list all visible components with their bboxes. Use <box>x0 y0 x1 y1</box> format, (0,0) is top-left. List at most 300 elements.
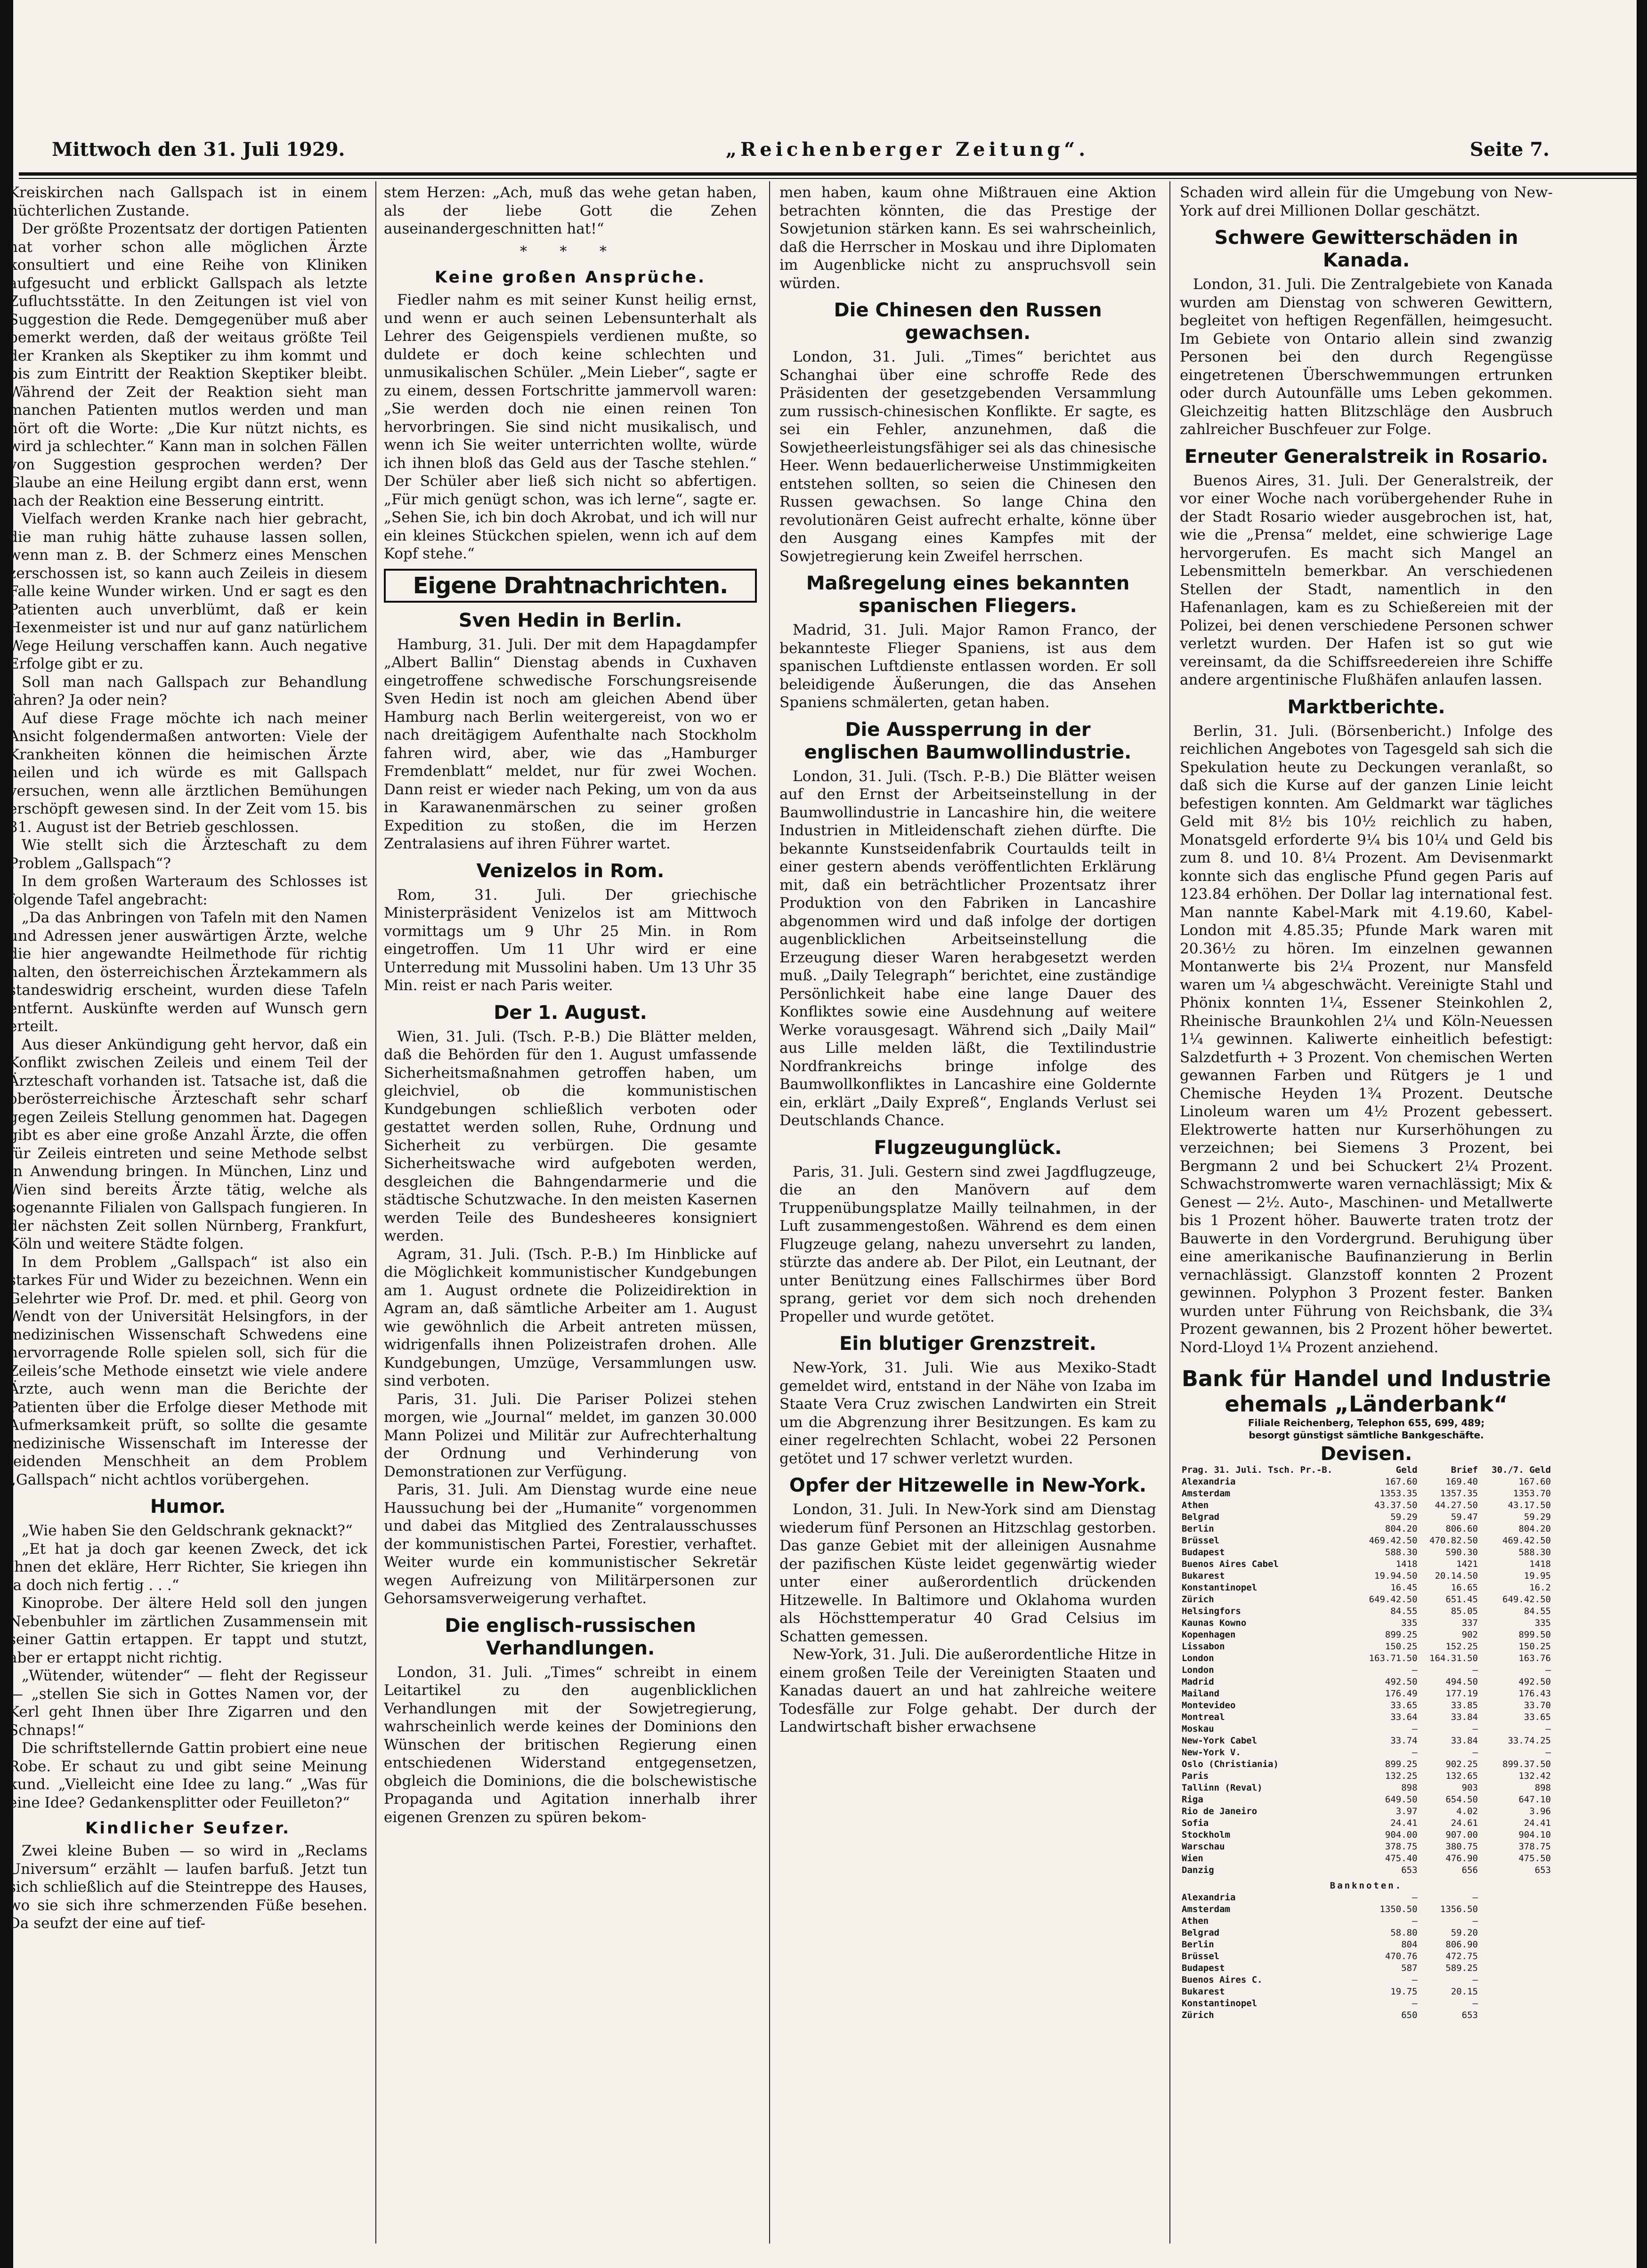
news-headline: Die Aussperrung in der <box>845 718 1091 741</box>
rate-previous: 335 <box>1534 1617 1551 1628</box>
rate-geld: 899.25 <box>1385 1629 1418 1640</box>
separator-stars: * * * <box>519 243 621 260</box>
column-2 <box>384 184 757 2246</box>
currency-name: Athen <box>1182 1915 1209 1926</box>
currency-name: Mailand <box>1182 1688 1220 1699</box>
news-headline: Venizelos in Rom. <box>476 860 665 882</box>
joke-paragraph: Kinoprobe. Der ältere Held soll den jungen Nebenbuhler im zärtlichen Zusammensein mit seiner Gattin ertappen. Er tappt und stutzt, aber er ertappt nicht richtig. <box>8 1595 367 1666</box>
article-paragraph: Der größte Prozentsatz der dortigen Patienten hat vorher schon alle möglichen Ärzte konsultiert und eine Reihe von Kliniken aufgesucht und erblickt Gallspach als letzte Zufluchtsstätte. In den Zeitungen ist viel von Suggestion die Rede. Demgegenüber muß aber bemerkt werden, daß der weitaus größte Teil der Kranken als Skeptiker zu ihm kommt und bis zum Eintritt der Reaktion Skeptiker bleibt. Während der Zeit der Reaktion sieht man manchen Patienten mutlos werden und man hört oft die Worte: „Die Kur nützt nichts, es wird ja schlechter.“ Kann man in solchen Fällen von Suggestion gesprochen werden? Der Glaube an eine Heilung ergibt dann erst, wenn nach der Reaktion eine Besserung eintritt. <box>8 220 367 509</box>
rate-geld: 176.49 <box>1385 1688 1418 1699</box>
devisen-row <box>1180 1594 1553 1606</box>
article-paragraph: In dem Problem „Gallspach“ ist also ein starkes Für und Wider zu bezeichnen. Wenn ein Gelehrter wie Prof. Dr. med. et phil. Georg von Wendt von der Universität Helsingfors, in der medizinischen Wissenschaft Schwedens eine hervorragende Rolle spielen soll, sich für die Zeileis’sche Methode einsetzt wie viele andere Ärzte, auch wenn man die Berichte der Patienten über die Erfolge dieser Methode mit Aufmerksamkeit prüft, so sollte die gesamte medizinische Wissenschaft im Interesse der leidenden Menschheit an dem Problem „Gallspach“ nicht achtlos vorübergehen. <box>8 1253 367 1488</box>
devisen-row <box>1180 1723 1553 1735</box>
currency-name: New-York Cabel <box>1182 1735 1258 1746</box>
news-paragraph: Paris, 31. Juli. Am Dienstag wurde eine neue Haussuchung bei der „Humanite“ vorgenommen und dabei das Mitglied des Zentralausschusses der kommunistischen Partei, Forestier, verhaftet. Weiter wurde ein kommunistischer Sekretär wegen Aufreizung von Militärpersonen zur Gehorsamsverweigerung verhaftet. <box>384 1481 757 1607</box>
article-paragraph: In dem großen Warteraum des Schlosses ist folgende Tafel angebracht: <box>8 873 367 908</box>
rate-empty <box>1480 1939 1553 1951</box>
rate-geld: 3.97 <box>1395 1806 1418 1816</box>
news-headline: Sven Hedin in Berlin. <box>458 609 682 631</box>
banknoten-row <box>1180 1939 1553 1951</box>
devisen-row <box>1180 1759 1553 1770</box>
rate-geld: 469.42.50 <box>1369 1535 1418 1546</box>
devisen-row <box>1180 1853 1553 1864</box>
rate-geld: — <box>1412 1915 1418 1926</box>
rate-brief: 902.25 <box>1445 1759 1478 1769</box>
rate-previous: 132.42 <box>1518 1770 1551 1781</box>
devisen-row <box>1180 1864 1553 1876</box>
currency-name: Bukarest <box>1182 1570 1225 1581</box>
currency-name: London <box>1182 1664 1214 1675</box>
rate-empty <box>1480 1904 1553 1915</box>
currency-name: Sofia <box>1182 1817 1209 1828</box>
news-paragraph: London, 31. Juli. (Tsch. P.-B.) Die Blätter weisen auf den Ernst der Arbeitseinstellung in der Baumwollindustrie in Lancashire hin, die weitere Industrien in Mitleidenschaft ziehen dürfte. Die bekannte Kunstseidenfabrik Courtaulds teilt in einer gestern abends veröffentlichten Erklärung mit, daß ein beträchtlicher Prozentsatz ihrer Produktion von den Fabriken in Lancashire abgenommen wird und daß infolge der dortigen augenblicklichen Arbeitseinstellung die Erzeugung dieser Waren herabgesetzt werden muß. „Daily Telegraph“ berichtet, eine zuständige Persönlichkeit habe eine lange Dauer des Konfliktes sowie eine Ausdehnung auf weitere Werke vorausgesagt. Während sich „Daily Mail“ aus Lille melden läßt, die Textilindustrie Nordfrankreichs bringe infolge des Baumwollkonfliktes in Lancashire eine Goldernte ein, erklärt „Daily Expreß“, Englands Verlust sei Deutschlands Chance. <box>779 767 1156 1129</box>
rate-previous: 33.65 <box>1524 1711 1551 1722</box>
currency-name: Konstantinopel <box>1182 1998 1258 2009</box>
devisen-table-body <box>1180 1476 1553 2021</box>
rate-previous: 16.2 <box>1529 1582 1551 1593</box>
rate-brief: 337 <box>1461 1617 1478 1628</box>
article-paragraph: Aus dieser Ankündigung geht hervor, daß ein Konflikt zwischen Zeileis und einem Teil der Ärzteschaft vorhanden ist. Tatsache ist, daß die oberösterreichische Ärzteschaft sehr scharf gegen Zeileis Stellung genommen hat. Dagegen gibt es aber eine große Anzahl Ärzte, die offen für Zeileis eintreten und seine Methode selbst in Anwendung bringen. In München, Linz und Wien sind bereits Ärzte tätig, welche als sogenannte Filialen von Gallspach fungieren. In der nächsten Zeit sollen Nürnberg, Frankfurt, Köln und weitere Städte folgen. <box>8 1036 367 1252</box>
rate-geld: 653 <box>1401 1864 1418 1875</box>
devisen-table-header <box>1180 1464 1553 1476</box>
rate-brief: — <box>1472 1664 1478 1675</box>
news-paragraph: New-York, 31. Juli. Wie aus Mexiko-Stadt gemeldet wird, entstand in der Nähe von Izaba im Staate Vera Cruz zwischen Landwirten ein Streit um die Abgrenzung ihrer Besitzungen. Es kam zu einer regelrechten Schlacht, wobei 22 Personen getötet und 17 schwer verletzt wurden. <box>779 1359 1156 1467</box>
rate-brief: 132.65 <box>1445 1770 1478 1781</box>
currency-name: Montreal <box>1182 1711 1225 1722</box>
rate-geld: 24.41 <box>1390 1817 1418 1828</box>
rate-geld: — <box>1412 1892 1418 1903</box>
currency-name: Konstantinopel <box>1182 1582 1258 1593</box>
header-page-number: Seite 7. <box>1469 138 1550 161</box>
rate-previous: 898 <box>1534 1782 1551 1793</box>
devisen-row <box>1180 1735 1553 1747</box>
section-heading-keine-ansprueche: Keine großen Ansprüche. <box>435 268 706 287</box>
rate-previous: 588.30 <box>1518 1547 1551 1558</box>
devisen-header-source: Prag. 31. Juli. Tsch. Pr.-B. <box>1182 1464 1333 1475</box>
currency-name: Moskau <box>1182 1723 1214 1734</box>
currency-name: Kopenhagen <box>1182 1629 1236 1640</box>
rate-brief: — <box>1472 1998 1478 2009</box>
rate-geld: 43.37.50 <box>1374 1500 1418 1510</box>
currency-name: Zürich <box>1182 2010 1214 2020</box>
rate-previous: 475.50 <box>1518 1853 1551 1864</box>
devisen-row <box>1180 1476 1553 1488</box>
rate-empty <box>1480 1998 1553 2010</box>
rate-brief: 33.84 <box>1451 1735 1478 1746</box>
news-paragraph: London, 31. Juli. „Times“ berichtet aus Schanghai über eine schroffe Rede des Präsidenten der gesetzgebenden Versammlung zum russisch-chinesischen Konflikte. Er sagte, es sei ein Fehler, anzunehmen, daß die Sowjetheerleistungsfähiger sei als das chinesische Heer. Wenn bedauerlicherweise Unstimmigkeiten entstehen sollten, so seien die Chinesen den Russen gewachsen. So lange China den revolutionären Geist aufrecht erhalte, könne über den Ausgang eines Kampfes mit der Sowjetregierung kein Zweifel herrschen. <box>779 348 1156 565</box>
rate-empty <box>1480 1951 1553 1962</box>
rate-geld: 898 <box>1401 1782 1418 1793</box>
article-paragraph: Kreiskirchen nach Gallspach ist in einem nüchterlichen Zustande. <box>8 184 367 219</box>
currency-name: Belgrad <box>1182 1927 1220 1938</box>
devisen-row <box>1180 1641 1553 1653</box>
news-paragraph: Madrid, 31. Juli. Major Ramon Franco, der bekannteste Flieger Spaniens, ist aus dem spanischen Luftdienste entlassen worden. Er soll beleidigende Äußerungen, die das Ansehen Spaniens schmälerten, getan haben. <box>779 621 1156 711</box>
rate-brief: 177.19 <box>1445 1688 1478 1699</box>
rate-geld: 470.76 <box>1385 1951 1418 1961</box>
rate-previous: 1353.70 <box>1513 1488 1551 1499</box>
rate-brief: 4.02 <box>1456 1806 1478 1816</box>
rate-previous: 899.37.50 <box>1502 1759 1551 1769</box>
joke-paragraph: „Et hat ja doch gar keenen Zweck, det ick Ihnen det ekläre, Herr Richter, Sie kriegen ihn ja doch nich fertig . . .“ <box>8 1540 367 1594</box>
rate-previous: — <box>1545 1747 1551 1758</box>
currency-name: Rio de Janeiro <box>1182 1806 1258 1816</box>
devisen-row <box>1180 1711 1553 1723</box>
bank-ad-subtitle: ehemals „Länderbank“ <box>1225 1391 1508 1417</box>
rate-geld: 804 <box>1401 1939 1418 1950</box>
currency-name: Brüssel <box>1182 1951 1220 1961</box>
rate-geld: 650 <box>1401 2010 1418 2020</box>
currency-name: New-York V. <box>1182 1747 1241 1758</box>
rate-brief: 1356.50 <box>1440 1904 1478 1914</box>
rate-previous: 24.41 <box>1524 1817 1551 1828</box>
rate-previous: 19.95 <box>1524 1570 1551 1581</box>
rate-brief: 902 <box>1461 1629 1478 1640</box>
rate-previous: 899.50 <box>1518 1629 1551 1640</box>
page-header <box>52 133 1550 166</box>
rate-empty <box>1480 1915 1553 1927</box>
rate-previous: 653 <box>1534 1864 1551 1875</box>
rate-brief: 164.31.50 <box>1429 1653 1478 1663</box>
currency-name: Kaunas Kowno <box>1182 1617 1247 1628</box>
devisen-row <box>1180 1806 1553 1817</box>
rate-previous: 492.50 <box>1518 1676 1551 1687</box>
rate-geld: — <box>1412 1974 1418 1985</box>
column-4 <box>1180 184 1553 2246</box>
column-rule <box>375 181 376 2244</box>
section-banner-drahtnachrichten: Eigene Drahtnachrichten. <box>384 569 757 603</box>
currency-name: Athen <box>1182 1500 1209 1510</box>
rate-previous: 904.10 <box>1518 1829 1551 1840</box>
news-headline: Schwere Gewitterschäden in Kanada. <box>1214 227 1518 271</box>
rate-geld: 588.30 <box>1385 1547 1418 1558</box>
column-rule <box>769 181 770 2244</box>
rate-geld: 33.65 <box>1390 1700 1418 1711</box>
rate-geld: 899.25 <box>1385 1759 1418 1769</box>
rate-geld: 335 <box>1401 1617 1418 1628</box>
news-headline: Der 1. August. <box>494 1001 647 1024</box>
devisen-row <box>1180 1676 1553 1688</box>
rate-geld: 1350.50 <box>1379 1904 1418 1914</box>
news-paragraph: London, 31. Juli. In New-York sind am Dienstag wiederum fünf Personen an Hitzschlag gestorben. Das ganze Gebiet mit der alleinigen Ausnahme der pazifischen Küste leidet gegenwärtig wieder unter einer außerordentlich drückenden Hitzewelle. In Baltimore und Oklahoma wurden als Höchsttemperatur 40 Grad Celsius im Schatten gemessen. <box>779 1501 1156 1645</box>
rate-empty <box>1480 2010 1553 2021</box>
rate-geld: 475.40 <box>1385 1853 1418 1864</box>
rate-previous: 1418 <box>1529 1558 1551 1569</box>
news-paragraph: London, 31. Juli. Die Zentralgebiete von Kanada wurden am Dienstag von schweren Gewittern, begleitet von heftigen Regenfällen, heimgesucht. Im Gebiete von Ontario allein sind zwanzig Personen bei den durch Regengüsse eingetretenen Überschwemmungen ertrunken oder durch Autounfälle ums Leben gekommen. Gleichzeitig hatten Blitzschläge den Ausbruch zahlreicher Buschfeuer zur Folge. <box>1180 276 1553 438</box>
currency-name: Stockholm <box>1182 1829 1230 1840</box>
rate-brief: 1357.35 <box>1440 1488 1478 1499</box>
news-headline-continued: englischen Baumwollindustrie. <box>804 741 1132 763</box>
rate-brief: 85.05 <box>1451 1606 1478 1616</box>
currency-name: Buenos Aires C. <box>1182 1974 1263 1985</box>
banknoten-subheading <box>1180 1876 1553 1892</box>
rate-empty <box>1480 1962 1553 1974</box>
news-paragraph: Paris, 31. Juli. Die Pariser Polizei stehen morgen, wie „Journal“ meldet, im ganzen 30.000 Mann Polizei und Militär zur Aufrechterhaltung der Ordnung und Verhinderung von Demonstrationen zur Verfügung. <box>384 1390 757 1480</box>
rate-empty <box>1480 1892 1553 1904</box>
devisen-header-previous: 30./7. Geld <box>1492 1464 1551 1475</box>
rate-empty <box>1480 1927 1553 1939</box>
rate-brief: — <box>1472 1723 1478 1734</box>
header-newspaper-name: „Reichenberger Zeitung“. <box>726 138 1089 161</box>
column-1 <box>8 184 367 2246</box>
joke-paragraph: Zwei kleine Buben — so wird in „Reclams Universum“ erzählt — laufen barfuß. Jetzt tun sich schließlich auf die Steintreppe des Hauses, wo sie sich ihre schmerzenden Füße besehen. Da seufzt der eine auf tief- <box>8 1842 367 1932</box>
currency-name: London <box>1182 1653 1214 1663</box>
rate-brief: 380.75 <box>1445 1841 1478 1852</box>
header-rule-thin <box>19 178 1639 179</box>
devisen-row <box>1180 1653 1553 1664</box>
currency-name: Helsingfors <box>1182 1606 1241 1616</box>
devisen-row <box>1180 1770 1553 1782</box>
currency-name: Brüssel <box>1182 1535 1220 1546</box>
joke-paragraph: „Wie haben Sie den Geldschrank geknackt?“ <box>22 1522 353 1539</box>
news-paragraph: Wien, 31. Juli. (Tsch. P.-B.) Die Blätter melden, daß die Behörden für den 1. August umfassende Sicherheitsmaßnahmen getroffen haben, um gleichviel, ob die kommunistischen Kundgebungen schließlich verboten oder gestattet werden sollen, Ruhe, Ordnung und Sicherheit zu verbürgen. Die gesamte Sicherheitswache wird aufgeboten werden, desgleichen die Bahngendarmerie und die städtische Schutzwache. In den meisten Kasernen werden Teile des Bundesheeres konsigniert werden. <box>384 1028 757 1244</box>
rate-geld: 59.29 <box>1390 1511 1418 1522</box>
news-headline: Die Chinesen den Russen gewachsen. <box>834 299 1102 344</box>
news-paragraph: Buenos Aires, 31. Juli. Der Generalstreik, der vor einer Woche nach vorübergehender Ruhe in der Stadt Rosario wieder ausgebrochen ist, hat, wie die „Prensa“ meldet, eine schwierige Lage hervorgerufen. Es macht sich Mangel an Lebensmitteln bemerkbar. An verschiedenen Stellen der Stadt, namentlich in den Hafenanlagen, kam es zu Schießereien mit der Polizei, bei denen verschiedene Personen schwer verletzt wurden. Der Hafen ist so gut wie vereinsamt, da die Schiffsreedereien ihre Schiffe andere argentinische Flußhäfen anlaufen lassen. <box>1180 472 1553 688</box>
currency-name: Bukarest <box>1182 1986 1225 1997</box>
rate-geld: — <box>1412 1998 1418 2009</box>
devisen-row <box>1180 1617 1553 1629</box>
banknoten-row <box>1180 1974 1553 1986</box>
currency-name: Belgrad <box>1182 1511 1220 1522</box>
devisen-row <box>1180 1606 1553 1617</box>
rate-previous: 176.43 <box>1518 1688 1551 1699</box>
rate-brief: 806.60 <box>1445 1523 1478 1534</box>
currency-name: Buenos Aires Cabel <box>1182 1558 1279 1569</box>
currency-name: Amsterdam <box>1182 1904 1230 1914</box>
rate-previous: — <box>1545 1723 1551 1734</box>
rate-empty <box>1480 1986 1553 1998</box>
banknoten-row <box>1180 1927 1553 1939</box>
news-headline: Erneuter Generalstreik in Rosario. <box>1184 445 1549 468</box>
rate-previous: 43.17.50 <box>1508 1500 1551 1510</box>
rate-geld: 492.50 <box>1385 1676 1418 1687</box>
news-headline: Maßregelung eines bekannten <box>806 573 1130 594</box>
news-headline-continued: spanischen Fliegers. <box>859 595 1077 617</box>
banknoten-row <box>1180 2010 1553 2021</box>
currency-name: Riga <box>1182 1794 1203 1805</box>
article-paragraph: Auf diese Frage möchte ich nach meiner Ansicht folgendermaßen antworten: Viele der Krankheiten können die heimischen Ärzte heilen und ich würde es mit Gallspach versuchen, wenn alle ärztlichen Bemühungen erschöpft gewesen sind. In der Zeit vom 15. bis 31. August ist der Betrieb geschlossen. <box>8 710 367 836</box>
rate-brief: — <box>1472 1892 1478 1903</box>
rate-geld: 132.25 <box>1385 1770 1418 1781</box>
rate-previous: 33.70 <box>1524 1700 1551 1711</box>
currency-name: Oslo (Christiania) <box>1182 1759 1279 1769</box>
rate-previous: 84.55 <box>1524 1606 1551 1616</box>
rate-geld: — <box>1412 1747 1418 1758</box>
rate-previous: 378.75 <box>1518 1841 1551 1852</box>
banknoten-label: Banknoten. <box>1330 1880 1403 1891</box>
currency-name: Budapest <box>1182 1962 1225 1973</box>
rate-brief: 494.50 <box>1445 1676 1478 1687</box>
rate-brief: 590.30 <box>1445 1547 1478 1558</box>
rate-brief: 16.65 <box>1451 1582 1478 1593</box>
news-paragraph: Agram, 31. Juli. (Tsch. P.-B.) Im Hinblicke auf die Möglichkeit kommunistischer Kundgebungen am 1. August ordnete die Polizeidirektion in Agram an, daß sämtliche Arbeiter am 1. August wie gewöhnlich die Arbeit antreten müssen, widrigenfalls ihnen Polizeistrafen drohen. Alle Kundgebungen, Umzüge, Versammlungen usw. sind verboten. <box>384 1245 757 1389</box>
banknoten-row <box>1180 1998 1553 2010</box>
news-headline: Ein blutiger Grenzstreit. <box>839 1333 1096 1355</box>
devisen-row <box>1180 1688 1553 1700</box>
devisen-row <box>1180 1547 1553 1558</box>
rate-geld: 19.94.50 <box>1374 1570 1418 1581</box>
devisen-row <box>1180 1829 1553 1841</box>
devisen-row <box>1180 1700 1553 1711</box>
bank-ad-title: Bank für Handel und Industrie <box>1181 1366 1551 1391</box>
article-paragraph: Vielfach werden Kranke nach hier gebracht, die man ruhig hätte zuhause lassen sollen, wenn man z. B. der Schmerz eines Menschen zerschossen ist, so kann auch Zeileis in diesem Falle keine Wunder wirken. Und er sagt es den Patienten auch unverblümt, daß er kein Hexenmeister ist und nur auf ganz natürlichem Wege Heilung verschaffen kann. Auch negative Erfolge gibt er zu. <box>8 510 367 672</box>
section-heading-humor: Humor. <box>150 1496 226 1517</box>
rate-geld: 150.25 <box>1385 1641 1418 1652</box>
news-headline: Die englisch-russischen <box>445 1614 696 1637</box>
rate-brief: 651.45 <box>1445 1594 1478 1605</box>
devisen-heading: Devisen. <box>1320 1443 1412 1465</box>
banknoten-row <box>1180 1904 1553 1915</box>
devisen-row <box>1180 1841 1553 1853</box>
currency-name: Warschau <box>1182 1841 1225 1852</box>
scan-border-right <box>1637 0 1647 2268</box>
column-3 <box>779 184 1156 2246</box>
rate-brief: — <box>1472 1974 1478 1985</box>
rate-brief: 472.75 <box>1445 1951 1478 1961</box>
rate-geld: 33.64 <box>1390 1711 1418 1722</box>
article-paragraph: Soll man nach Gallspach zur Behandlung fahren? Ja oder nein? <box>8 673 367 709</box>
rate-brief: 33.84 <box>1451 1711 1478 1722</box>
currency-name: Berlin <box>1182 1523 1214 1534</box>
devisen-row <box>1180 1664 1553 1676</box>
devisen-row <box>1180 1817 1553 1829</box>
rate-brief: 20.15 <box>1451 1986 1478 1997</box>
devisen-row <box>1180 1782 1553 1794</box>
joke-paragraph: Die schriftstellernde Gattin probiert eine neue Robe. Er schaut zu und gibt seine Meinung kund. „Vielleicht eine Idee zu lang.“ „Was für eine Idee? Gedankensplitter oder Feuilleton?“ <box>8 1740 367 1811</box>
rate-brief: 470.82.50 <box>1429 1535 1478 1546</box>
rate-brief: 20.14.50 <box>1435 1570 1478 1581</box>
currency-name: Madrid <box>1182 1676 1214 1687</box>
rate-brief: 903 <box>1461 1782 1478 1793</box>
rate-geld: 587 <box>1401 1962 1418 1973</box>
rate-previous: 649.42.50 <box>1502 1594 1551 1605</box>
banknoten-row <box>1180 1892 1553 1904</box>
currency-name: Montevideo <box>1182 1700 1236 1711</box>
devisen-row <box>1180 1523 1553 1535</box>
section-heading-kindlicher-seufzer: Kindlicher Seufzer. <box>85 1819 291 1838</box>
rate-brief: 152.25 <box>1445 1641 1478 1652</box>
currency-name: Alexandria <box>1182 1476 1236 1487</box>
rate-previous: 3.96 <box>1529 1806 1551 1816</box>
currency-name: Budapest <box>1182 1547 1225 1558</box>
rate-previous: 647.10 <box>1518 1794 1551 1805</box>
banknoten-row <box>1180 1951 1553 1962</box>
devisen-row <box>1180 1558 1553 1570</box>
news-paragraph: Rom, 31. Juli. Der griechische Ministerpräsident Venizelos ist am Mittwoch vormittags um 9 Uhr 25 Min. in Rom eingetroffen. Um 11 Uhr wird er eine Unterredung mit Mussolini haben. Um 13 Uhr 35 Min. reist er nach Paris weiter. <box>384 886 757 994</box>
devisen-header-brief: Brief <box>1451 1464 1478 1475</box>
rate-geld: 16.45 <box>1390 1582 1418 1593</box>
news-headline-continued: Verhandlungen. <box>486 1637 655 1659</box>
news-paragraph: New-York, 31. Juli. Die außerordentliche Hitze in einem großen Teile der Vereinigten Staaten und Kanadas dauert an und hat zahlreiche weitere Todesfälle zur Folge gehabt. Der durch der Landwirtschaft bisher erwachsene <box>779 1646 1156 1735</box>
rate-brief: 1421 <box>1456 1558 1478 1569</box>
rate-previous: 469.42.50 <box>1502 1535 1551 1546</box>
rate-brief: 653 <box>1461 2010 1478 2020</box>
rate-previous: 167.60 <box>1518 1476 1551 1487</box>
rate-brief: 654.50 <box>1445 1794 1478 1805</box>
devisen-row <box>1180 1511 1553 1523</box>
rate-geld: — <box>1412 1723 1418 1734</box>
currency-name: Wien <box>1182 1853 1203 1864</box>
article-paragraph: Fiedler nahm es mit seiner Kunst heilig ernst, und wenn er auch seinen Lebensunterhalt als Lehrer des Geigenspiels verdienen mußte, so duldete er doch keine schlechten und unmusikalischen Schüler. „Mein Lieber“, sagte er zu einem, dessen Fortschritte jammervoll waren: „Sie werden doch nie einen reinen Ton hervorbringen. Sie sind nicht musikalisch, und wenn ich Sie weiter unterrichten wollte, würde ich ihnen bloß das Geld aus der Tasche stehlen.“ Der Schüler aber ließ sich nicht so abfertigen. „Für mich genügt schon, was ich lerne“, sagte er. „Sehen Sie, ich bin doch Akrobat, und ich will nur ein kleines Stückchen spielen, wenn ich auf dem Kopf stehe.“ <box>384 291 757 562</box>
rate-geld: 378.75 <box>1385 1841 1418 1852</box>
currency-name: Amsterdam <box>1182 1488 1230 1499</box>
rate-geld: 33.74 <box>1390 1735 1418 1746</box>
currency-name: Alexandria <box>1182 1892 1236 1903</box>
rate-brief: — <box>1472 1915 1478 1926</box>
devisen-row <box>1180 1500 1553 1511</box>
section-heading-marktberichte: Marktberichte. <box>1287 696 1445 718</box>
joke-paragraph: „Wütender, wütender“ — fleht der Regisseur — „stellen Sie sich in Gottes Namen vor, der Kerl geht Ihnen über Ihre Zigarren und den Schnaps!“ <box>8 1667 367 1739</box>
article-paragraph: stem Herzen: „Ach, muß das wehe getan haben, als der liebe Gott die Zehen auseinandergeschnitten hat!“ <box>384 184 757 237</box>
devisen-row <box>1180 1747 1553 1759</box>
rate-brief: 656 <box>1461 1864 1478 1875</box>
currency-name: Danzig <box>1182 1864 1214 1875</box>
currency-name: Zürich <box>1182 1594 1214 1605</box>
devisen-table <box>1180 1464 1553 2021</box>
article-paragraph: „Da das Anbringen von Tafeln mit den Namen und Adressen jener auswärtigen Ärzte, welche die hier angewandte Heilmethode für richtig halten, den österreichischen Ärztekammern als standeswidrig erscheint, wurden diese Tafeln entfernt. Auskünfte werden auf Wunsch gern erteilt. <box>8 909 367 1035</box>
rate-previous: 163.76 <box>1518 1653 1551 1663</box>
rate-brief: 24.61 <box>1451 1817 1478 1828</box>
rate-geld: 19.75 <box>1390 1986 1418 1997</box>
news-headline: Flugzeugunglück. <box>874 1137 1062 1159</box>
rate-previous: 804.20 <box>1518 1523 1551 1534</box>
banknoten-row <box>1180 1986 1553 1998</box>
market-report-paragraph: Berlin, 31. Juli. (Börsenbericht.) Infolge des reichlichen Angebotes von Tagesgeld sah sich die Spekulation heute zu Deckungen veranlaßt, so daß sich die Kurse auf der ganzen Linie leicht befestigen konnten. Am Geldmarkt war tägliches Geld mit 8½ bis 10½ reichlich zu haben, Monatsgeld erforderte 9¼ bis 10¼ und Geld bis zum 8. und 10. 8¼ Prozent. Am Devisenmarkt konnte sich das englische Pfund gegen Paris auf 123.84 erhöhen. Der Dollar lag international fest. Man nannte Kabel-Mark mit 4.19.60, Kabel-London mit 4.85.35; Pfunde Mark waren mit 20.36½ zu hören. Im einzelnen gewannen Montanwerte bis 2¼ Prozent, nur Mansfeld waren um ¼ abgeschwächt. Vereinigte Stahl und Phönix konnten 1¼, Essener Steinkohlen 2, Rheinische Braunkohlen 2¼ und Köln-Neuessen 1¼ gewinnen. Kaliwerte einheitlich befestigt: Salzdetfurth + 3 Prozent. Von chemischen Werten gewannen Farben und Rütgers je 1 und Chemische Heyden 1¾ Prozent. Deutsche Linoleum waren um 4½ Prozent gebessert. Elektrowerte hatten nur Kurserhöhungen zu verzeichnen; bei Siemens 3 Prozent, bei Bergmann 2 und bei Schuckert 2¼ Prozent. Schwachstromwerte waren vernachlässigt; Mix & Genest — 2½. Auto-, Maschinen- und Metallwerte bis 1 Prozent höher. Bauwerte traten trotz der Bauwerte in den Vordergrund. Beruhigung über eine amerikanische Baufinanzierung in Berlin vernachlässigt. Glanzstoff konnten 2 Prozent gewinnen. Polyphon 3 Prozent fester. Banken wurden unter Führung von Reichsbank, die 3¾ Prozent gewannen, bis 2 Prozent höher bewertet. Nord-Lloyd 1¼ Prozent anziehend. <box>1180 722 1553 1356</box>
rate-previous: 33.74.25 <box>1508 1735 1551 1746</box>
bank-ad-services: besorgt günstigst sämtliche Bankgeschäfte. <box>1249 1429 1484 1441</box>
banknoten-row <box>1180 1962 1553 1974</box>
devisen-header-geld: Geld <box>1395 1464 1418 1475</box>
news-paragraph: London, 31. Juli. „Times“ schreibt in einem Leitartikel zu den augenblicklichen Verhandlungen mit der Sowjetregierung, wahrscheinlich werde keines der Dominions den Wünschen der britischen Regierung einen entschiedenen Widerstand entgegensetzen, obgleich die Dominions, die die bolschewistische Propaganda und Agitation innerhalb ihrer eigenen Grenzen zu spüren bekom- <box>384 1663 757 1826</box>
news-paragraph: Paris, 31. Juli. Gestern sind zwei Jagdflugzeuge, die an den Manövern auf dem Truppenübungsplatze Mailly teilnahmen, in der Luft zusammengestoßen. Während es dem einen Flugzeuge gelang, nahezu unversehrt zu landen, stürzte das andere ab. Der Pilot, ein Leutnant, der unter Benützung eines Fallschirmes über Bord sprang, geriet vor dem sich noch drehenden Propeller und wurde getötet. <box>779 1163 1156 1325</box>
devisen-row <box>1180 1570 1553 1582</box>
rate-geld: 1418 <box>1395 1558 1418 1569</box>
rate-geld: 163.71.50 <box>1369 1653 1418 1663</box>
rate-brief: 44.27.50 <box>1435 1500 1478 1510</box>
currency-name: Lissabon <box>1182 1641 1225 1652</box>
rate-previous: 150.25 <box>1518 1641 1551 1652</box>
rate-brief: — <box>1472 1747 1478 1758</box>
column-rule <box>1169 181 1170 2244</box>
rate-brief: 59.47 <box>1451 1511 1478 1522</box>
news-headline: Opfer der Hitzewelle in New-York. <box>789 1475 1147 1496</box>
news-paragraph: Schaden wird allein für die Umgebung von New-York auf drei Millionen Dollar geschätzt. <box>1180 184 1553 219</box>
article-paragraph: Wie stellt sich die Ärzteschaft zu dem Problem „Gallspach“? <box>8 837 367 872</box>
header-date: Mittwoch den 31. Juli 1929. <box>52 138 345 161</box>
rate-geld: — <box>1412 1664 1418 1675</box>
header-rule <box>19 172 1639 176</box>
currency-name: Paris <box>1182 1770 1209 1781</box>
devisen-row <box>1180 1488 1553 1500</box>
rate-brief: 806.90 <box>1445 1939 1478 1950</box>
currency-name: Tallinn (Reval) <box>1182 1782 1263 1793</box>
rate-previous: — <box>1545 1664 1551 1675</box>
news-paragraph: Hamburg, 31. Juli. Der mit dem Hapagdampfer „Albert Ballin“ Dienstag abends in Cuxhaven eingetroffene schwedische Forschungsreisende Sven Hedin ist noch am gleichen Abend über Hamburg nach Berlin weitergereist, von wo er nach dreitägigem Aufenthalte nach Stockholm fahren wird, aber, wie das „Hamburger Fremdenblatt“ meldet, nur für zwei Wochen. Dann reist er wieder nach Peking, um von da aus in Karawanenmärschen zu seiner großen Expedition zu stoßen, die im Herzen Zentralasiens auf ihren Führer wartet. <box>384 636 757 852</box>
devisen-row <box>1180 1535 1553 1547</box>
rate-brief: 59.20 <box>1451 1927 1478 1938</box>
rate-brief: 476.90 <box>1445 1853 1478 1864</box>
currency-name: Berlin <box>1182 1939 1214 1950</box>
devisen-row <box>1180 1794 1553 1806</box>
rate-brief: 169.40 <box>1445 1476 1478 1487</box>
rate-geld: 1353.35 <box>1379 1488 1418 1499</box>
rate-geld: 167.60 <box>1385 1476 1418 1487</box>
rate-geld: 904.00 <box>1385 1829 1418 1840</box>
rate-geld: 58.80 <box>1390 1927 1418 1938</box>
rate-geld: 649.50 <box>1385 1794 1418 1805</box>
rate-geld: 649.42.50 <box>1369 1594 1418 1605</box>
rate-brief: 33.85 <box>1451 1700 1478 1711</box>
